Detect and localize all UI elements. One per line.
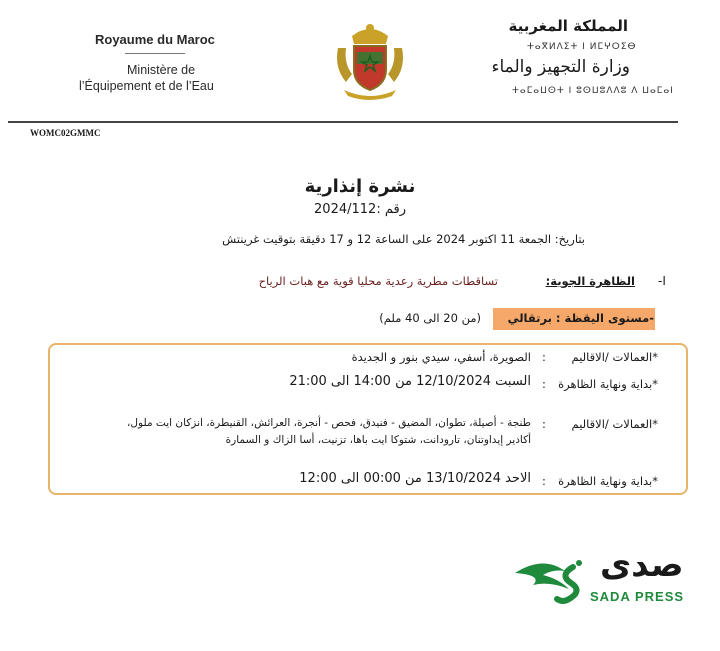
phenomenon-label: الظاهرة الجوية: [545,274,635,288]
coat-of-arms-icon [330,18,410,100]
fr-ministry-line2: l’Équipement et de l’Eau [79,79,214,93]
colon: : [542,474,546,488]
zone2-regions-line2: أكادير إيداوتنان، تارودانت، شتوكا ايت باها، تزنيت، أسا الزاك و السمارة [225,434,531,446]
zone1-period-value: السبت 12/10/2024 من 14:00 الى 21:00 [289,374,531,389]
vigilance-range: (من 20 الى 40 ملم) [379,311,481,325]
fr-kingdom: Royaume du Maroc [95,32,215,47]
tif-ministry: ⵜⴰⵎⴰⵡⵙⵜ ⵏ ⵓⵙⵡⵓⴷⴷⵓ ⴷ ⵡⴰⵎⴰⵏ [512,86,674,96]
date-line: بتاريخ: الجمعة 11 اكتوبر 2024 على الساعة 12 و 17 دقيقة بتوقيت غرينتش [222,232,585,246]
number-label: رقم : [376,202,406,217]
zone1-regions-label: *العمالات /الاقاليم [571,350,658,364]
vigilance-level: -مستوى اليقظة : برتقالي [507,311,654,325]
colon: : [542,377,546,391]
zone1-period-label: *بداية ونهاية الظاهرة [558,377,658,391]
fr-ministry-line1: Ministère de [127,63,196,77]
header-rule [8,121,678,123]
zone2-regions-line1: طنجة - أصيلة، تطوان، المضيق - فنيدق، فحص - أنجرة، العرائش، القنيطرة، انزكان ايت ملول، [127,417,531,429]
phenomenon-value: تساقطات مطرية رعدية محليا قوية مع هبات الرياح [258,274,498,288]
fr-divider [125,53,185,54]
zone2-regions-label: *العمالات /الاقاليم [571,417,658,431]
watermark-latin: SADA PRESS [590,589,685,604]
colon: : [542,350,546,364]
zone2-period-value: الاحد 13/10/2024 من 00:00 الى 12:00 [299,471,531,486]
section-marker: -I [658,274,666,288]
tif-kingdom: ⵜⴰⴳⵍⴷⵉⵜ ⵏ ⵍⵎⵖⵔⵉⴱ [527,42,637,52]
number-value: 2024/112 [314,202,377,217]
ar-kingdom: المملكة المغربية [508,17,628,35]
zone2-period-label: *بداية ونهاية الظاهرة [558,474,658,488]
colon: : [542,417,546,431]
watermark-ar: صدى [600,545,684,585]
bulletin-title: نشرة إنذارية [304,176,416,197]
bulletin-number [300,202,420,217]
ref-code: WOMC02GMMC [30,128,101,138]
zone1-regions-value: الصويرة، أسفي، سيدي بنور و الجديدة [351,350,531,364]
ar-ministry: وزارة التجهيز والماء [491,57,630,77]
